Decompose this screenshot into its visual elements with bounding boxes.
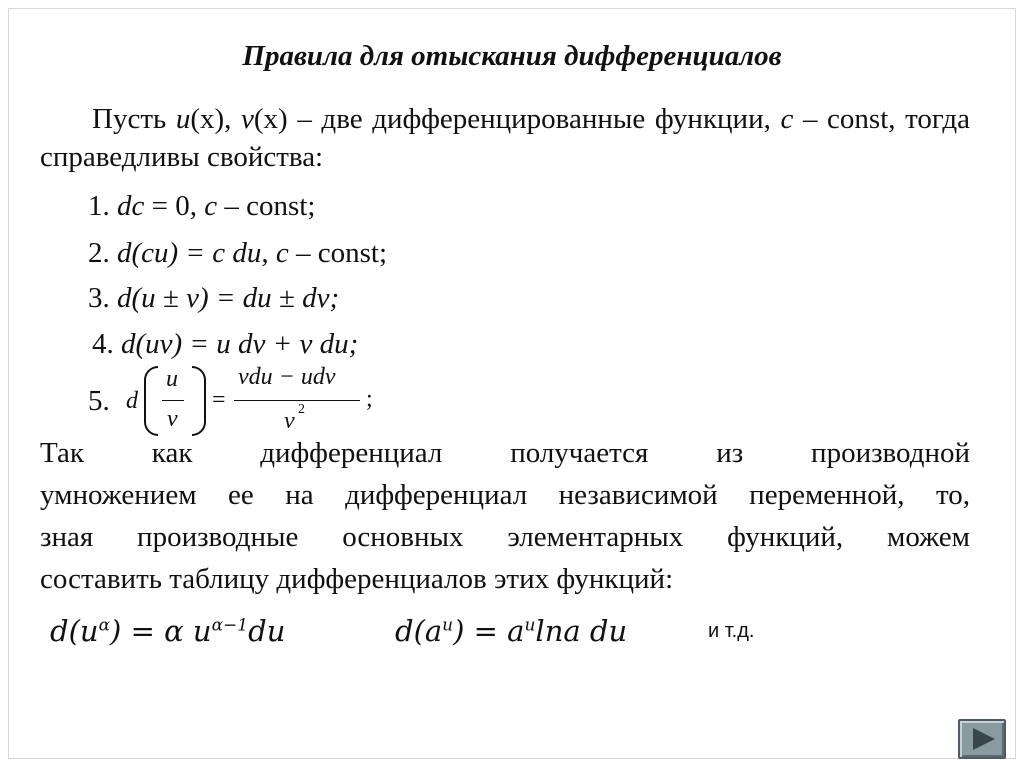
etc-text: и т.д. [708,620,755,642]
rule-5-number: 5. [88,385,110,417]
rule-3: 3. d(u ± v) = du ± dv; [88,282,340,314]
left-paren [144,366,158,436]
paragraph-line-1: Так как дифференциал получается из производной [40,437,970,469]
rule-5-power: 2 [298,402,305,417]
formula-exponential: $d(a^u) = a^u\ln a$ du [395,614,628,648]
rule-5-v: v [167,406,178,432]
main-fraction-bar [234,400,360,401]
paragraph-line-3: зная производные основных элементарных функций, можем [40,521,970,553]
rule-5-denominator: v [284,408,295,434]
rule-5-d: d [126,388,138,414]
next-slide-button[interactable] [958,719,1006,759]
inner-fraction-bar [162,400,184,401]
page-title: Правила для отыскания дифференциалов [242,40,782,72]
rule-4: 4. d(uv) = u dv + v du; [92,328,359,360]
formula-power: $d(u^\alpha) = \alpha$ $u^{\alpha-1}du$ [50,614,286,648]
rule-2: 2. d(cu) = c du, c – const; [88,237,388,269]
rule-5-numerator: vdu − udv [238,364,336,390]
paragraph-line-2: умножением ее на дифференциал независимой переменной, то, [40,479,970,511]
rule-5-eq: = [212,387,226,413]
rule-5-semicolon: ; [366,386,373,412]
rule-5-formula [124,362,394,442]
rule-1: 1. dc = 0, c – const; [88,190,316,222]
paragraph-line-4: составить таблицу дифференциалов этих функций: [40,563,674,595]
rule-5-u: u [166,366,178,392]
explanation-paragraph [40,432,970,600]
right-paren [192,366,206,436]
next-arrow-icon [973,728,995,750]
intro-text: Пусть u(x), v(x) – две дифференцированные функции, c – const, тогда справедливы свойства: [40,103,970,173]
